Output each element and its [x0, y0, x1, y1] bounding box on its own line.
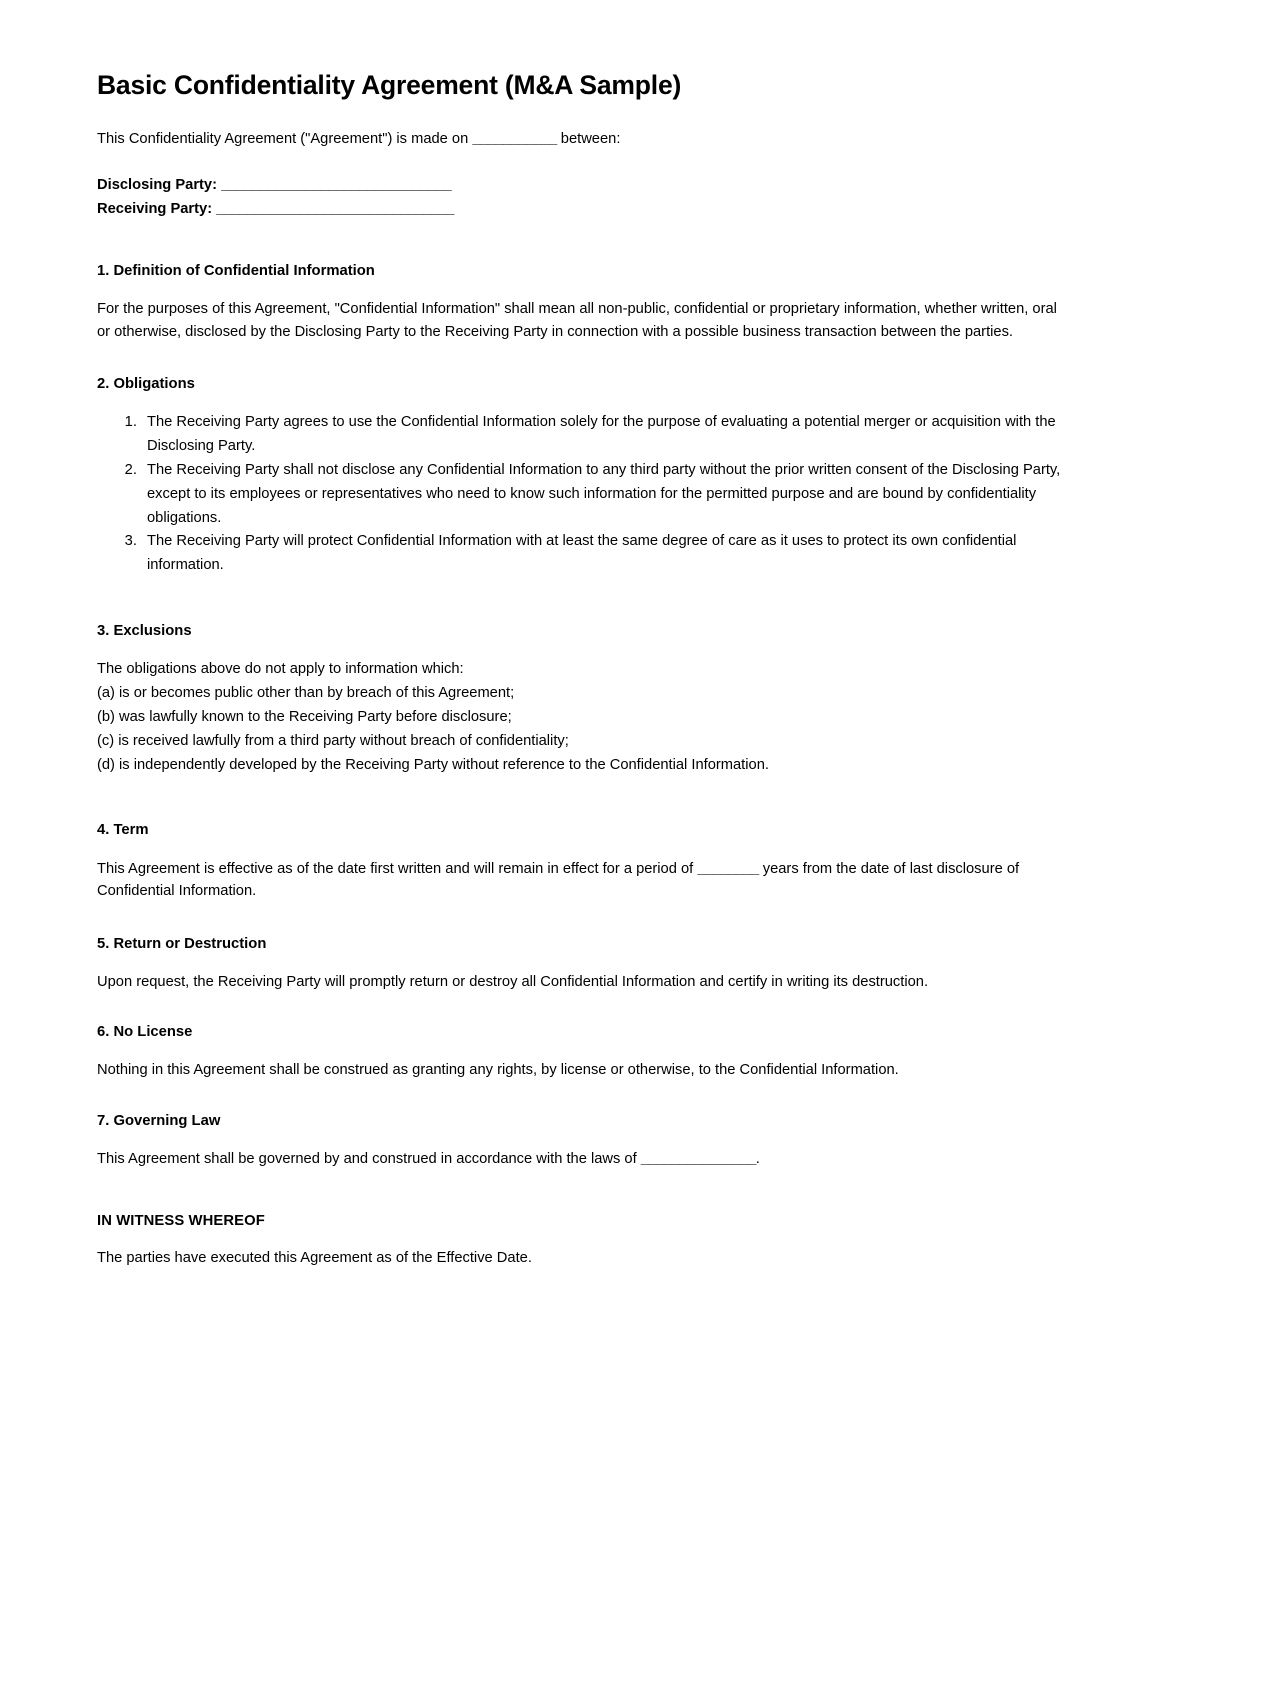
- witness-heading: IN WITNESS WHEREOF: [97, 1212, 265, 1229]
- section-heading-5: 5. Return or Destruction: [97, 935, 267, 952]
- list-item: 2. The Receiving Party shall not disclose any Confidential Information to any third party without the prior written consent of the Disclosing Party, except to its employees or representatives who need to know such information for the permitted purpose and are bound by confidentiality obligations.: [141, 459, 1072, 530]
- section-heading-3: 3. Exclusions: [97, 623, 192, 640]
- disclosing-party-blank: ______________________________: [221, 177, 452, 194]
- effective-date-blank: ___________: [472, 130, 557, 147]
- exclusion-line-d: (d) is independently developed by the Receiving Party without reference to the Confidential Information.: [97, 756, 769, 773]
- receiving-party-line: [97, 198, 1166, 222]
- disclosing-party-line: [97, 174, 1166, 198]
- section-paragraph-7: [97, 1148, 1065, 1170]
- section-paragraph-1: For the purposes of this Agreement, "Confidential Information" shall mean all non-public, confidential or proprietary information, whether written, oral or otherwise, disclosed by the Disclosing Party to the Receiving Party in connection with a possible business transaction between the parties.: [97, 301, 1057, 340]
- section-term: [97, 821, 1166, 902]
- exclusion-line-b: (b) was lawfully known to the Receiving Party before disclosure;: [97, 708, 512, 725]
- section-governing-law: [97, 1112, 1166, 1171]
- exclusions-block: [97, 658, 1166, 777]
- governing-law-blank: _______________: [640, 1151, 756, 1168]
- obligations-list: [97, 411, 1166, 578]
- section-heading-6: 6. No License: [97, 1024, 193, 1041]
- section-return-or-destruction: [97, 935, 1166, 994]
- section-no-license: [97, 1023, 1166, 1082]
- witness-paragraph: The parties have executed this Agreement as of the Effective Date.: [97, 1249, 532, 1266]
- section-definition: [97, 262, 1166, 343]
- term-text-before: This Agreement is effective as of the date first written and will remain in effect for a period of: [97, 860, 698, 877]
- section-paragraph-6: Nothing in this Agreement shall be construed as granting any rights, by license or otherwise, to the Confidential Information.: [97, 1062, 899, 1079]
- section-exclusions: [97, 622, 1166, 777]
- governing-law-text-after: .: [755, 1151, 760, 1168]
- intro-paragraph: [97, 128, 1065, 150]
- term-years-blank: ________: [697, 860, 759, 877]
- section-paragraph-5: Upon request, the Receiving Party will promptly return or destroy all Confidential Information and certify in writing its destruction.: [97, 973, 929, 990]
- section-heading-4: 4. Term: [97, 822, 149, 839]
- receiving-party-blank: _______________________________: [216, 201, 454, 218]
- intro-text-before: This Confidentiality Agreement ("Agreement") is made on: [97, 130, 473, 147]
- list-item: 1. The Receiving Party agrees to use the Confidential Information solely for the purpose of evaluating a potential merger or acquisition with the Disclosing Party.: [141, 411, 1072, 459]
- section-heading-2: 2. Obligations: [97, 376, 195, 393]
- receiving-party-label: Receiving Party:: [97, 201, 217, 218]
- governing-law-text-before: This Agreement shall be governed by and construed in accordance with the laws of: [97, 1151, 641, 1168]
- section-paragraph-4: [97, 858, 1065, 903]
- exclusion-line-c: (c) is received lawfully from a third party without breach of confidentiality;: [97, 732, 569, 749]
- list-item: 3. The Receiving Party will protect Confidential Information with at least the same degree of care as it uses to protect its own confidential information.: [141, 530, 1072, 578]
- section-witness: [97, 1213, 1166, 1269]
- section-heading-7: 7. Governing Law: [97, 1112, 221, 1129]
- exclusion-line-a: (a) is or becomes public other than by breach of this Agreement;: [97, 685, 515, 702]
- intro-text-after: between:: [556, 130, 621, 147]
- page-title: Basic Confidentiality Agreement (M&A Sample): [97, 70, 682, 100]
- exclusions-lead: The obligations above do not apply to information which:: [97, 661, 464, 678]
- term-text-after: years from the date of last disclosure of Confidential Information.: [97, 860, 1020, 900]
- disclosing-party-label: Disclosing Party:: [97, 177, 222, 194]
- section-obligations: [97, 375, 1166, 578]
- section-heading-1: 1. Definition of Confidential Information: [97, 262, 375, 279]
- parties-block: [97, 174, 1166, 222]
